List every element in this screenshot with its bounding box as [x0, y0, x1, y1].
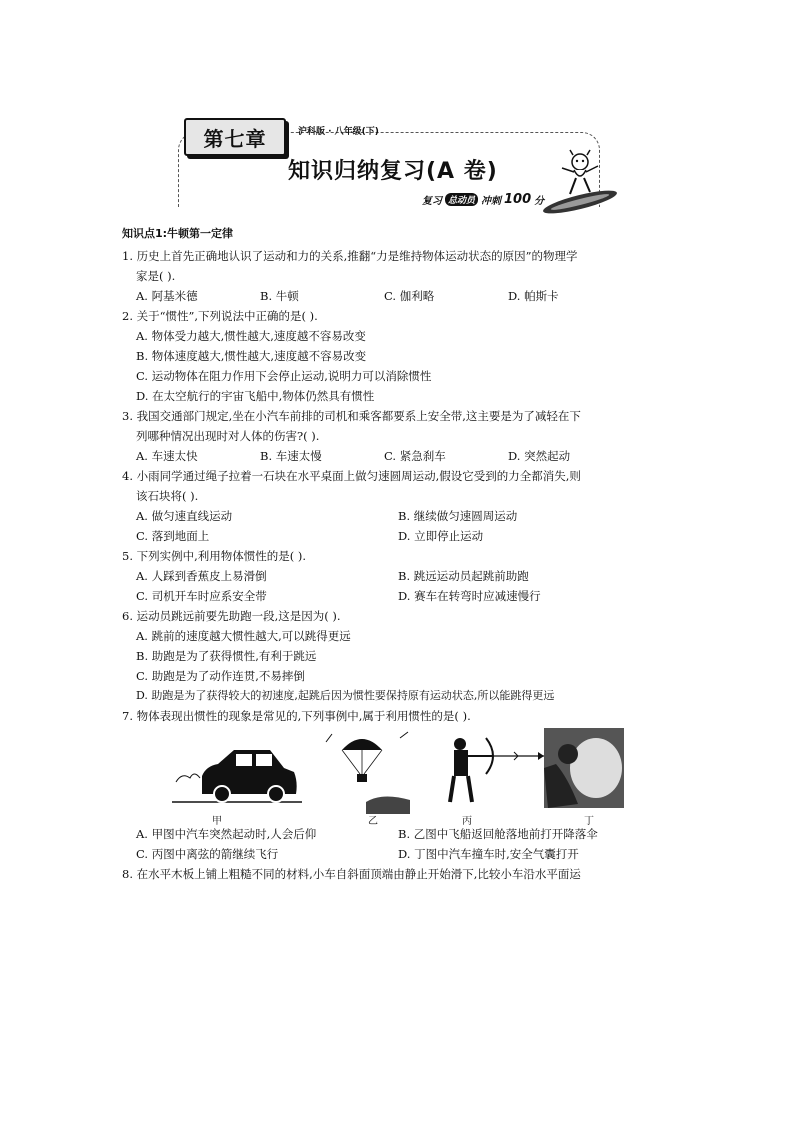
option-a: A. 人踩到香蕉皮上易滑倒 — [136, 569, 267, 583]
question-text: 1. 历史上首先正确地认识了运动和力的关系,推翻“力是维持物体运动状态的原因”的物理学 — [122, 249, 578, 263]
section-heading: 知识点1:牛顿第一定律 — [122, 227, 234, 240]
question-text: 8. 在水平木板上铺上粗糙不同的材料,小车自斜面顶端由静止开始滑下,比较小车沿水平面运 — [122, 867, 581, 881]
chapter-banner — [170, 118, 614, 214]
parachute-capsule-icon — [322, 728, 412, 814]
option-row — [122, 586, 662, 606]
slogan-text-c: 分 — [534, 196, 545, 207]
caption-bing: 丙 — [462, 816, 472, 827]
question-8 — [122, 864, 662, 884]
option-a: A. 物体受力越大,惯性越大,速度越不容易改变 — [136, 329, 366, 343]
page-title: 知识归纳复习(A 卷) — [288, 159, 498, 184]
car-illustration-icon — [172, 742, 302, 806]
option-a: A. 阿基米德 — [136, 289, 198, 303]
question-5 — [122, 546, 662, 606]
option-a: A. 跳前的速度越大惯性越大,可以跳得更远 — [136, 629, 351, 643]
option-b: B. 跳远运动员起跳前助跑 — [398, 569, 529, 583]
option-c: C. 运动物体在阻力作用下会停止运动,说明力可以消除惯性 — [136, 369, 432, 383]
option-d: D. 在太空航行的宇宙飞船中,物体仍然具有惯性 — [136, 389, 375, 403]
question-6 — [122, 606, 662, 706]
slogan-text-b: 冲刺 — [481, 196, 502, 207]
option-a: A. 车速太快 — [136, 449, 198, 463]
option-d: D. 帕斯卡 — [508, 289, 559, 303]
question-text: 3. 我国交通部门规定,坐在小汽车前排的司机和乘客都要系上安全带,这主要是为了减轻在下 — [122, 409, 581, 423]
slogan — [422, 192, 544, 207]
question-text-cont: 该石块将( ). — [136, 489, 199, 503]
option-row — [122, 286, 662, 306]
airbag-photo-icon — [544, 728, 624, 808]
option-d: D. 赛车在转弯时应减速慢行 — [398, 589, 541, 603]
chapter-label: 第七章 — [184, 118, 286, 156]
question-3 — [122, 406, 662, 466]
question-text: 5. 下列实例中,利用物体惯性的是( ). — [122, 549, 307, 563]
surfer-mascot-icon — [540, 148, 620, 214]
slogan-number: 100 — [504, 192, 532, 207]
option-c: C. 伽利略 — [384, 289, 435, 303]
option-c: C. 丙图中离弦的箭继续飞行 — [136, 847, 279, 861]
caption-ding: 丁 — [584, 816, 594, 827]
option-b: B. 牛顿 — [260, 289, 299, 303]
option-row — [122, 566, 662, 586]
option-c: C. 紧急刹车 — [384, 449, 446, 463]
option-c: C. 司机开车时应系安全带 — [136, 589, 267, 603]
option-a: A. 甲图中汽车突然起动时,人会后仰 — [136, 827, 317, 841]
caption-jia: 甲 — [212, 816, 222, 827]
question-2 — [122, 306, 662, 406]
question-text-cont: 列哪种情况出现时对人体的伤害?( ). — [136, 429, 320, 443]
option-row — [122, 506, 662, 526]
option-b: B. 乙图中飞船返回舱落地前打开降落伞 — [398, 827, 598, 841]
option-d: D. 立即停止运动 — [398, 529, 484, 543]
archer-illustration-icon — [440, 730, 550, 816]
option-row — [122, 526, 662, 546]
question-text: 7. 物体表现出惯性的现象是常见的,下列事例中,属于利用惯性的是( ). — [122, 709, 471, 723]
option-row — [122, 844, 662, 864]
option-b: B. 继续做匀速圆周运动 — [398, 509, 518, 523]
question-4 — [122, 466, 662, 546]
question-1 — [122, 246, 662, 306]
option-c: C. 助跑是为了动作连贯,不易摔倒 — [136, 669, 305, 683]
option-row — [122, 824, 662, 844]
question-text-cont: 家是( ). — [136, 269, 176, 283]
option-b: B. 车速太慢 — [260, 449, 322, 463]
option-a: A. 做匀速直线运动 — [136, 509, 233, 523]
question-text: 6. 运动员跳远前要先助跑一段,这是因为( ). — [122, 609, 341, 623]
edition-label: 沪科版 · 八年级(下) — [298, 127, 379, 137]
slogan-text-a: 复习 — [422, 196, 442, 207]
slogan-badge: 总动员 — [445, 193, 478, 206]
question-list — [122, 224, 662, 884]
option-c: C. 落到地面上 — [136, 529, 210, 543]
figure-strip — [122, 728, 662, 827]
caption-yi: 乙 — [368, 816, 378, 827]
question-text: 2. 关于“惯性”,下列说法中正确的是( ). — [122, 309, 318, 323]
question-7 — [122, 706, 662, 864]
option-d: D. 丁图中汽车撞车时,安全气囊打开 — [398, 847, 579, 861]
option-d: D. 助跑是为了获得较大的初速度,起跳后因为惯性要保持原有运动状态,所以能跳得更远 — [136, 689, 555, 702]
option-b: B. 物体速度越大,惯性越大,速度越不容易改变 — [136, 349, 367, 363]
option-d: D. 突然起动 — [508, 449, 571, 463]
option-b: B. 助跑是为了获得惯性,有利于跳远 — [136, 649, 317, 663]
option-row — [122, 446, 662, 466]
question-text: 4. 小雨同学通过绳子拉着一石块在水平桌面上做匀速圆周运动,假设它受到的力全都消失,则 — [122, 469, 581, 483]
